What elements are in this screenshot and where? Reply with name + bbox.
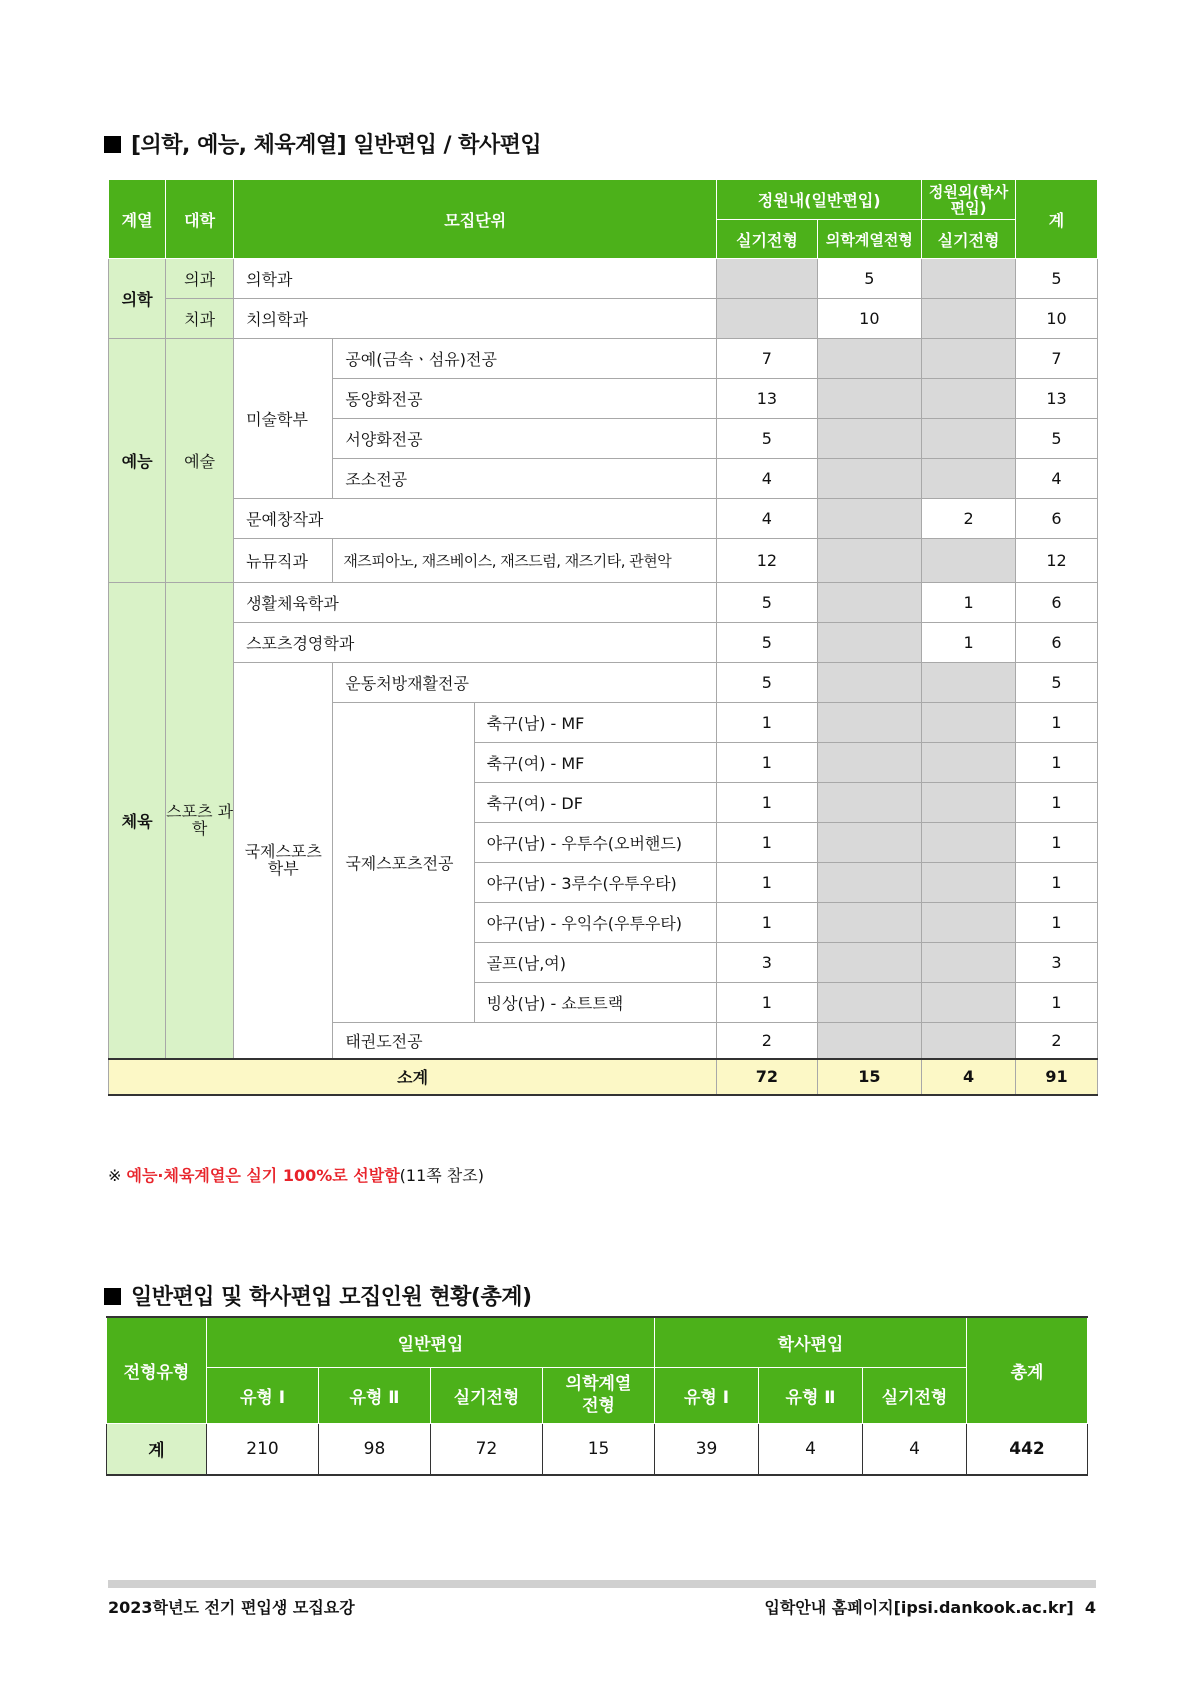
header-type: 전형유형	[107, 1317, 207, 1423]
sport-item: 골프(남,여)	[474, 943, 717, 983]
empty-cell	[817, 823, 922, 863]
sport-item: 축구(여) - MF	[474, 743, 717, 783]
total-cell: 1	[1015, 983, 1097, 1023]
summary-value: 39	[655, 1423, 759, 1475]
total-label: 계	[107, 1423, 207, 1475]
empty-cell	[817, 623, 922, 663]
empty-cell	[817, 339, 922, 379]
value-cell: 1	[717, 863, 817, 903]
header-practical: 실기전형	[717, 220, 817, 259]
sport-item: 축구(여) - DF	[474, 783, 717, 823]
subtotal-value: 4	[922, 1059, 1016, 1095]
major-western: 서양화전공	[333, 419, 717, 459]
dept-life-pe: 생활체육학과	[234, 583, 717, 623]
empty-cell	[922, 459, 1016, 499]
total-cell: 5	[1015, 663, 1097, 703]
sport-item: 야구(남) - 3루수(우투우타)	[474, 863, 717, 903]
value-cell: 4	[717, 459, 817, 499]
subtotal-value: 15	[817, 1059, 922, 1095]
total-cell: 1	[1015, 823, 1097, 863]
subtotal-label: 소계	[109, 1059, 717, 1095]
summary-value: 72	[431, 1423, 543, 1475]
empty-cell	[817, 419, 922, 459]
college-dent: 치과	[166, 299, 234, 339]
sub-header: 유형 Ⅰ	[655, 1367, 759, 1423]
empty-cell	[817, 783, 922, 823]
empty-cell	[817, 863, 922, 903]
empty-cell	[922, 419, 1016, 459]
subtotal-value: 72	[717, 1059, 817, 1095]
value-cell: 4	[717, 499, 817, 539]
empty-cell	[922, 339, 1016, 379]
major-newmusic: 재즈피아노, 재즈베이스, 재즈드럼, 재즈기타, 관현악	[333, 539, 717, 583]
total-cell: 1	[1015, 703, 1097, 743]
admission-table	[108, 179, 1098, 1096]
major-intl-sports: 국제스포츠전공	[333, 703, 474, 1023]
sport-item: 빙상(남) - 쇼트트랙	[474, 983, 717, 1023]
page-number: 4	[1084, 1598, 1096, 1617]
major-sculpture: 조소전공	[333, 459, 717, 499]
value-cell: 1	[717, 703, 817, 743]
value-cell: 1	[717, 903, 817, 943]
value-cell: 1	[717, 743, 817, 783]
sub-header: 실기전형	[431, 1367, 543, 1423]
empty-cell	[817, 459, 922, 499]
dept-sports-mgmt: 스포츠경영학과	[234, 623, 717, 663]
value-cell: 2	[717, 1023, 817, 1059]
value-cell: 5	[817, 259, 922, 299]
subtotal-total: 91	[1015, 1059, 1097, 1095]
summary-value: 98	[319, 1423, 431, 1475]
footer-right	[764, 1595, 1096, 1618]
sport-item: 야구(남) - 우익수(우투우타)	[474, 903, 717, 943]
total-cell: 6	[1015, 583, 1097, 623]
value-cell: 1	[717, 823, 817, 863]
sub-header: 실기전형	[863, 1367, 967, 1423]
dept-writing: 문예창작과	[234, 499, 717, 539]
section2-title: 일반편입 및 학사편입 모집인원 현황(총계)	[104, 1280, 532, 1311]
empty-cell	[922, 299, 1016, 339]
total-cell: 4	[1015, 459, 1097, 499]
dept-fine-arts: 미술학부	[234, 339, 333, 499]
grand-total-value: 442	[967, 1423, 1088, 1475]
empty-cell	[922, 983, 1016, 1023]
major-craft: 공예(금속ㆍ섬유)전공	[333, 339, 717, 379]
empty-cell	[922, 783, 1016, 823]
header-college: 대학	[166, 180, 234, 259]
total-cell: 5	[1015, 259, 1097, 299]
empty-cell	[922, 703, 1016, 743]
empty-cell	[922, 943, 1016, 983]
empty-cell	[817, 499, 922, 539]
total-cell: 1	[1015, 863, 1097, 903]
footer-title: 2023학년도 전기 편입생 모집요강	[108, 1598, 355, 1617]
summary-value: 4	[863, 1423, 967, 1475]
field-medicine: 의학	[109, 259, 166, 339]
footer-website: 입학안내 홈페이지[ipsi.dankook.ac.kr]	[764, 1598, 1074, 1617]
field-pe: 체육	[109, 583, 166, 1059]
major-taekwondo: 태권도전공	[333, 1023, 717, 1059]
total-cell: 13	[1015, 379, 1097, 419]
empty-cell	[817, 703, 922, 743]
value-cell: 10	[817, 299, 922, 339]
square-bullet-icon	[104, 1288, 121, 1305]
value-cell: 1	[922, 583, 1016, 623]
summary-table	[106, 1316, 1088, 1476]
college-sports: 스포츠 과 학	[166, 583, 234, 1059]
section1-title: [의학, 예능, 체육계열] 일반편입 / 학사편입	[104, 128, 541, 159]
value-cell: 2	[922, 499, 1016, 539]
value-cell: 1	[717, 983, 817, 1023]
empty-cell	[922, 663, 1016, 703]
empty-cell	[817, 379, 922, 419]
total-cell: 1	[1015, 743, 1097, 783]
header-regular: 정원내(일반편입)	[717, 180, 922, 220]
empty-cell	[817, 583, 922, 623]
value-cell: 13	[717, 379, 817, 419]
value-cell: 7	[717, 339, 817, 379]
sub-header: 유형 Ⅰ	[207, 1367, 319, 1423]
sport-item: 야구(남) - 우투수(오버핸드)	[474, 823, 717, 863]
dept-dentistry: 치의학과	[234, 299, 717, 339]
square-bullet-icon	[104, 136, 121, 153]
total-cell: 12	[1015, 539, 1097, 583]
empty-cell	[922, 743, 1016, 783]
value-cell: 5	[717, 583, 817, 623]
empty-cell	[922, 539, 1016, 583]
summary-value: 4	[759, 1423, 863, 1475]
summary-value: 15	[543, 1423, 655, 1475]
header-unit: 모집단위	[234, 180, 717, 259]
selection-note: ※ 예능·체육계열은 실기 100%로 선발함(11쪽 참조)	[108, 1166, 484, 1185]
empty-cell	[817, 539, 922, 583]
summary-value: 210	[207, 1423, 319, 1475]
dept-newmusic: 뉴뮤직과	[234, 539, 333, 583]
header-field: 계열	[109, 180, 166, 259]
footer-divider	[108, 1580, 1096, 1588]
total-cell: 2	[1015, 1023, 1097, 1059]
field-arts: 예능	[109, 339, 166, 583]
sport-item: 축구(남) - MF	[474, 703, 717, 743]
total-cell: 6	[1015, 623, 1097, 663]
empty-cell	[717, 259, 817, 299]
total-cell: 7	[1015, 339, 1097, 379]
college-arts: 예술	[166, 339, 234, 583]
header-grand-total: 총계	[967, 1317, 1088, 1423]
dept-medicine: 의학과	[234, 259, 717, 299]
value-cell: 5	[717, 419, 817, 459]
empty-cell	[922, 1023, 1016, 1059]
value-cell: 1	[717, 783, 817, 823]
empty-cell	[817, 903, 922, 943]
empty-cell	[817, 663, 922, 703]
sub-header: 의학계열 전형	[543, 1367, 655, 1423]
total-cell: 10	[1015, 299, 1097, 339]
total-cell: 5	[1015, 419, 1097, 459]
empty-cell	[922, 379, 1016, 419]
total-cell: 1	[1015, 783, 1097, 823]
header-total: 계	[1015, 180, 1097, 259]
dept-intl-sports: 국제스포츠 학부	[234, 663, 333, 1059]
value-cell: 5	[717, 663, 817, 703]
header-practical-extra: 실기전형	[922, 220, 1016, 259]
header-medical: 의학계열전형	[817, 220, 922, 259]
empty-cell	[922, 903, 1016, 943]
total-cell: 6	[1015, 499, 1097, 539]
major-oriental: 동양화전공	[333, 379, 717, 419]
empty-cell	[817, 983, 922, 1023]
college-med: 의과	[166, 259, 234, 299]
sub-header: 유형 Ⅱ	[759, 1367, 863, 1423]
empty-cell	[922, 823, 1016, 863]
major-rehab: 운동처방재활전공	[333, 663, 717, 703]
value-cell: 12	[717, 539, 817, 583]
empty-cell	[922, 863, 1016, 903]
empty-cell	[817, 943, 922, 983]
total-cell: 1	[1015, 903, 1097, 943]
empty-cell	[817, 1023, 922, 1059]
empty-cell	[717, 299, 817, 339]
empty-cell	[817, 743, 922, 783]
header-extra: 정원외(학사편입)	[922, 180, 1016, 220]
total-cell: 3	[1015, 943, 1097, 983]
value-cell: 1	[922, 623, 1016, 663]
value-cell: 5	[717, 623, 817, 663]
value-cell: 3	[717, 943, 817, 983]
header-bachelor: 학사편입	[655, 1317, 967, 1367]
empty-cell	[922, 259, 1016, 299]
sub-header: 유형 Ⅱ	[319, 1367, 431, 1423]
header-general: 일반편입	[207, 1317, 655, 1367]
